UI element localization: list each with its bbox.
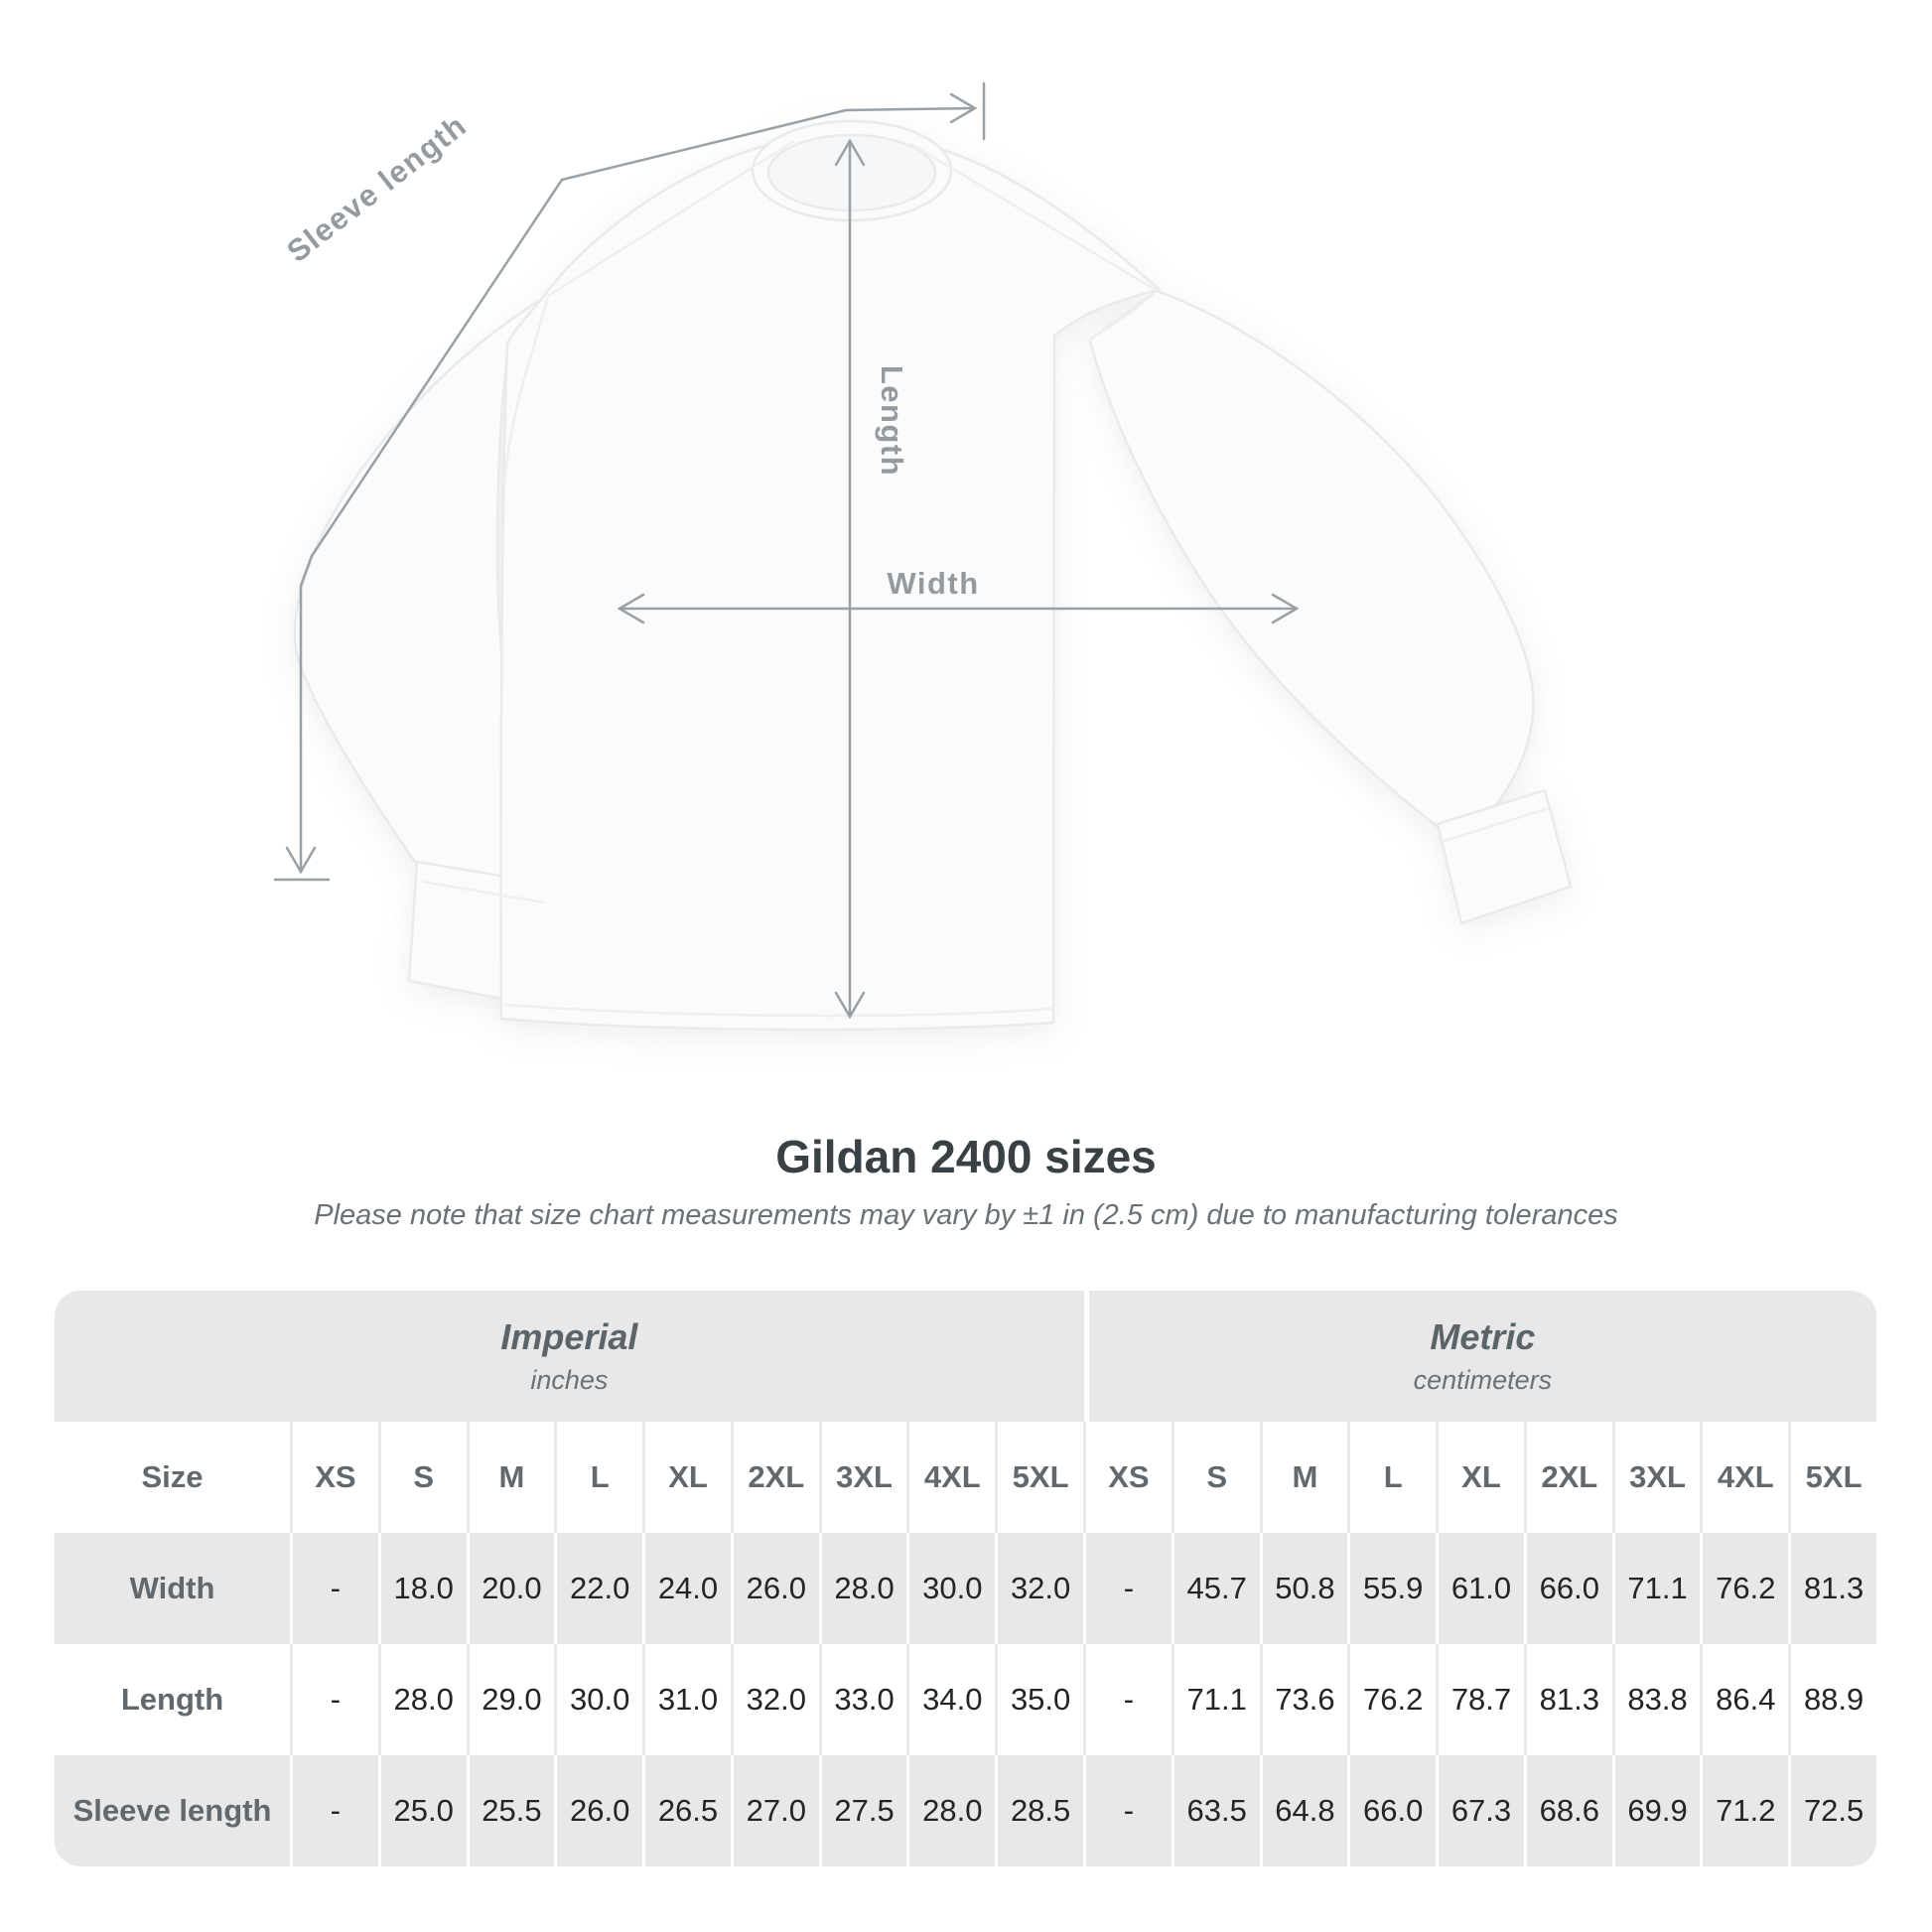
size-table xyxy=(55,1291,1876,1866)
row-label: Sleeve length xyxy=(72,1793,272,1828)
size-col-header: XS xyxy=(1083,1422,1172,1533)
table-cell: 28.5 xyxy=(995,1755,1083,1866)
width-label: Width xyxy=(887,566,980,601)
size-col-header: M xyxy=(467,1422,555,1533)
table-cell: 25.5 xyxy=(467,1755,555,1866)
table-cell: - xyxy=(1083,1644,1172,1755)
table-cell: 32.0 xyxy=(995,1533,1083,1644)
table-cell: 20.0 xyxy=(467,1533,555,1644)
size-col-header: XS xyxy=(290,1422,378,1533)
table-cell: 81.3 xyxy=(1524,1644,1612,1755)
table-cell: 72.5 xyxy=(1788,1755,1876,1866)
table-cell: 55.9 xyxy=(1347,1533,1436,1644)
size-col-header: S xyxy=(1172,1422,1260,1533)
table-cell: - xyxy=(290,1644,378,1755)
size-col-header: L xyxy=(1347,1422,1436,1533)
table-row-sleeve-length xyxy=(55,1755,1876,1866)
page-title: Gildan 2400 sizes xyxy=(775,1131,1157,1182)
table-cell: 28.0 xyxy=(819,1533,907,1644)
table-cell: 25.0 xyxy=(378,1755,467,1866)
table-cell: 76.2 xyxy=(1347,1644,1436,1755)
table-cell: 71.1 xyxy=(1612,1533,1701,1644)
size-col-header: 3XL xyxy=(819,1422,907,1533)
sleeve-length-label: Sleeve length xyxy=(280,107,474,270)
table-cell: 35.0 xyxy=(995,1644,1083,1755)
tolerance-note: Please note that size chart measurements may vary by ±1 in (2.5 cm) due to manufacturing tolerances xyxy=(314,1199,1618,1231)
table-cell: 63.5 xyxy=(1172,1755,1260,1866)
table-cell: 45.7 xyxy=(1172,1533,1260,1644)
size-col-header: 4XL xyxy=(1700,1422,1788,1533)
table-cell: 88.9 xyxy=(1788,1644,1876,1755)
length-label: Length xyxy=(875,364,909,478)
table-cell: - xyxy=(1083,1533,1172,1644)
table-cell: 28.0 xyxy=(906,1755,995,1866)
table-cell: 61.0 xyxy=(1436,1533,1524,1644)
table-cell: 67.3 xyxy=(1436,1755,1524,1866)
table-cell: 69.9 xyxy=(1612,1755,1701,1866)
table-cell: 31.0 xyxy=(642,1644,731,1755)
size-col-header: 5XL xyxy=(995,1422,1083,1533)
size-header-label: Size xyxy=(141,1459,204,1494)
table-cell: 76.2 xyxy=(1700,1533,1788,1644)
size-col-header: XL xyxy=(642,1422,731,1533)
table-cell: - xyxy=(1083,1755,1172,1866)
table-cell: 27.0 xyxy=(731,1755,819,1866)
table-cell: - xyxy=(290,1755,378,1866)
metric-header xyxy=(1084,1291,1876,1422)
table-cell: 28.0 xyxy=(378,1644,467,1755)
size-col-header: XL xyxy=(1436,1422,1524,1533)
right-sleeve xyxy=(1090,291,1533,830)
size-header-row xyxy=(55,1422,1876,1533)
table-cell: 66.0 xyxy=(1347,1755,1436,1866)
row-label: Length xyxy=(120,1682,224,1717)
size-col-header: M xyxy=(1260,1422,1348,1533)
table-cell: 64.8 xyxy=(1260,1755,1348,1866)
table-cell: 24.0 xyxy=(642,1533,731,1644)
shirt-body xyxy=(501,137,1160,1030)
metric-title: Metric xyxy=(1430,1316,1536,1357)
size-col-header: 4XL xyxy=(906,1422,995,1533)
table-cell: 81.3 xyxy=(1788,1533,1876,1644)
table-cell: 22.0 xyxy=(554,1533,642,1644)
table-cell: 29.0 xyxy=(467,1644,555,1755)
size-col-header: L xyxy=(554,1422,642,1533)
table-cell: 66.0 xyxy=(1524,1533,1612,1644)
imperial-header xyxy=(55,1291,1084,1422)
size-col-header: 2XL xyxy=(731,1422,819,1533)
table-cell: 83.8 xyxy=(1612,1644,1701,1755)
size-col-header: 2XL xyxy=(1524,1422,1612,1533)
table-cell: 34.0 xyxy=(906,1644,995,1755)
unit-header-band xyxy=(55,1291,1876,1422)
table-cell: 50.8 xyxy=(1260,1533,1348,1644)
size-col-header: 5XL xyxy=(1788,1422,1876,1533)
imperial-subtitle: inches xyxy=(530,1365,609,1395)
table-cell: 30.0 xyxy=(554,1644,642,1755)
table-cell: 27.5 xyxy=(819,1755,907,1866)
size-col-header: 3XL xyxy=(1612,1422,1701,1533)
table-cell: 18.0 xyxy=(378,1533,467,1644)
table-cell: 26.0 xyxy=(731,1533,819,1644)
row-label: Width xyxy=(129,1571,215,1605)
table-cell: 26.5 xyxy=(642,1755,731,1866)
table-cell: 32.0 xyxy=(731,1644,819,1755)
table-cell: 33.0 xyxy=(819,1644,907,1755)
metric-subtitle: centimeters xyxy=(1413,1365,1553,1395)
size-col-header: S xyxy=(378,1422,467,1533)
table-cell: 73.6 xyxy=(1260,1644,1348,1755)
table-cell: 78.7 xyxy=(1436,1644,1524,1755)
table-cell: 86.4 xyxy=(1700,1644,1788,1755)
table-row-length xyxy=(55,1644,1876,1755)
table-cell: 30.0 xyxy=(906,1533,995,1644)
table-row-width xyxy=(55,1533,1876,1644)
table-cell: 71.2 xyxy=(1700,1755,1788,1866)
table-cell: - xyxy=(290,1533,378,1644)
table-cell: 68.6 xyxy=(1524,1755,1612,1866)
table-cell: 26.0 xyxy=(554,1755,642,1866)
table-cell: 71.1 xyxy=(1172,1644,1260,1755)
imperial-title: Imperial xyxy=(500,1316,638,1357)
